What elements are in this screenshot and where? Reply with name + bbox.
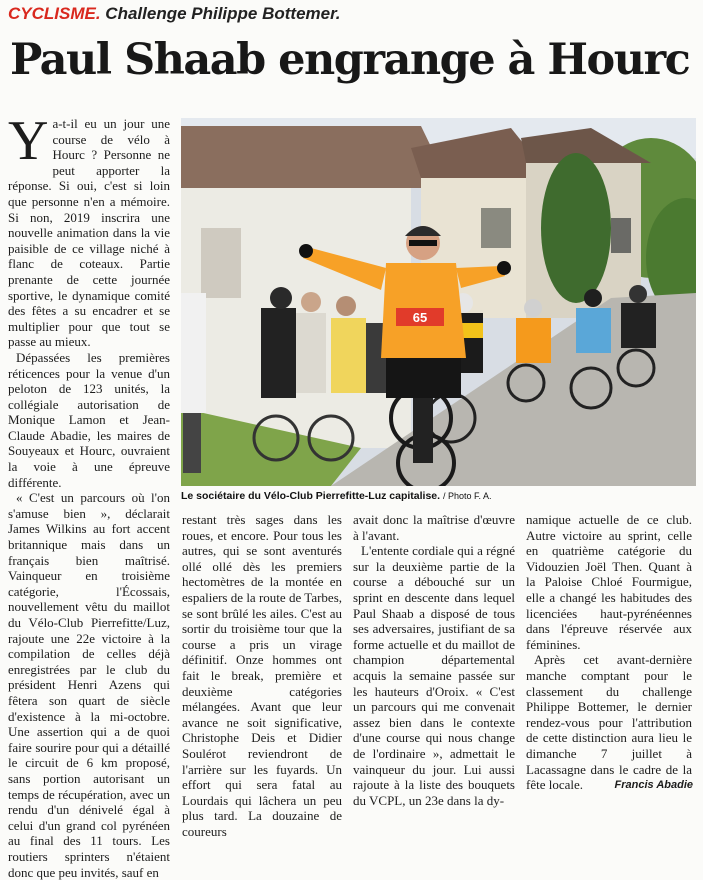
kicker-challenge: Challenge Philippe Bottemer.	[105, 4, 341, 23]
article-column-1	[8, 110, 170, 880]
caption-text: Le sociétaire du Vélo-Club Pierrefitte-Luz capitalise.	[181, 490, 441, 502]
col3-paragraph-1: avait donc la maîtrise d'œuvre à l'avant.	[353, 512, 515, 543]
race-number: 65	[412, 310, 428, 325]
article-column-2	[182, 512, 342, 839]
col1-paragraph-1: a-t-il eu un jour une course de vélo à Hourc ? Personne ne peut apporter la réponse. Si oui, c'est si loin que personne n'en a mémoire. Si non, 2019 inscrira une nouvelle animation dans la vie paisible de ce village niché à flanc de coteaux. Partie prenante de cette journée sportive, le dynamique comité des fêtes a su encadrer et se multiplier pour que tout se passe au mieux.	[8, 116, 170, 350]
col1-paragraph-2: Dépassées les premières réticences pour la venue d'un peloton de 123 unités, la collégiale autorisation de Monique Lamon et Jean-Claude Abadie, les maires de Souyeaux et Hourc, ouvraient la voie à une épreuve différente.	[8, 349, 170, 490]
photo-credit: / Photo F. A.	[443, 491, 492, 501]
col4-paragraph-2: Après cet avant-dernière manche comptant pour le classement du challenge Philippe Bottemer, le dernier rendez-vous pour l'attribution de cette distinction aura lieu le dimanche 7 juillet à Lacassagne dans le cadre de la fête locale.	[526, 652, 692, 793]
article-column-3	[353, 512, 515, 808]
col1-paragraph-3: « C'est un parcours où l'on s'amuse bien », déclarait James Wilkins au fort accent britannique mais dans un français bien maîtrisé. Vainqueur en troisième catégorie, l'Écossais, nouvellement vêtu du maillot du Vélo-Club Pierrefitte/Luz, rajoute une 22e victoire à la compilation de celles déjà enregistrées par le club du président Henri Azens qui fêtera son quart de siècle d'existence à la mi-octobre. Une assertion qui a de quoi faire sourire pour qui a détaillé le circuit de 6 km proposé, sans portion autorisant un temps de récupération, avec un rendu d'un dénivelé égal à celui d'un grand col pyrénéen au final des 11 tours. Les routiers sprinters n'étaient donc que peu invités, sauf en	[8, 490, 170, 880]
col4-paragraph-1: namique actuelle de ce club. Autre victoire au sprint, celle en quatrième catégorie du Vidouzien Joël Then. Quant à la Paloise Chloé Fourmigue, elle a changé les habitudes des licenciées haut-pyrénéennes dans l'épreuve réservée aux féminines.	[526, 512, 692, 652]
kicker-category: CYCLISME.	[8, 4, 101, 23]
col3-paragraph-2: L'entente cordiale qui a régné sur la deuxième partie de la course a débouché sur un sprint en descente dans lequel Paul Shaab a disposé de tous ses adversaires, justifiant de sa forme actuelle et du maillot de champion départemental acquis la semaine passée sur les hauteurs d'Oroix. « C'est un parcours qui me convenait assez bien dans le contexte d'une course qui nous change de l'ordinaire », admettait le vainqueur du jour. Lui aussi rajoute à la liste des bouquets du VCPL, un 23e dans la dy-	[353, 543, 515, 808]
article-photo	[181, 118, 696, 486]
drop-cap: Y	[8, 110, 49, 172]
article-kicker	[8, 4, 341, 24]
article-column-4	[526, 512, 692, 793]
cyclists-photo	[181, 118, 696, 486]
photo-caption	[181, 490, 696, 502]
author-signature: Francis Abadie	[614, 779, 693, 791]
col2-paragraph-1: restant très sages dans les roues, et encore. Pour tous les autres, qui se sont aventurés ollé ollé dès les premiers hectomètres de la montée en espaliers de la route de Tarbes, se sont brûlé les ailes. C'est au sortir du troisième tour que la course a pris un virage définitif. Onze hommes ont fait le break, première et deuxième catégories mélangées. Avant que leur avance ne soit significative, Christophe Deis et Didier Soulérot reviendront de l'arrière sur les fuyards. Un effort qui sera fatal au Lourdais qui lâchera un peu plus tard. La douzaine de coureurs	[182, 512, 342, 839]
article-headline: Paul Shaab engrange à Hourc	[10, 35, 690, 85]
